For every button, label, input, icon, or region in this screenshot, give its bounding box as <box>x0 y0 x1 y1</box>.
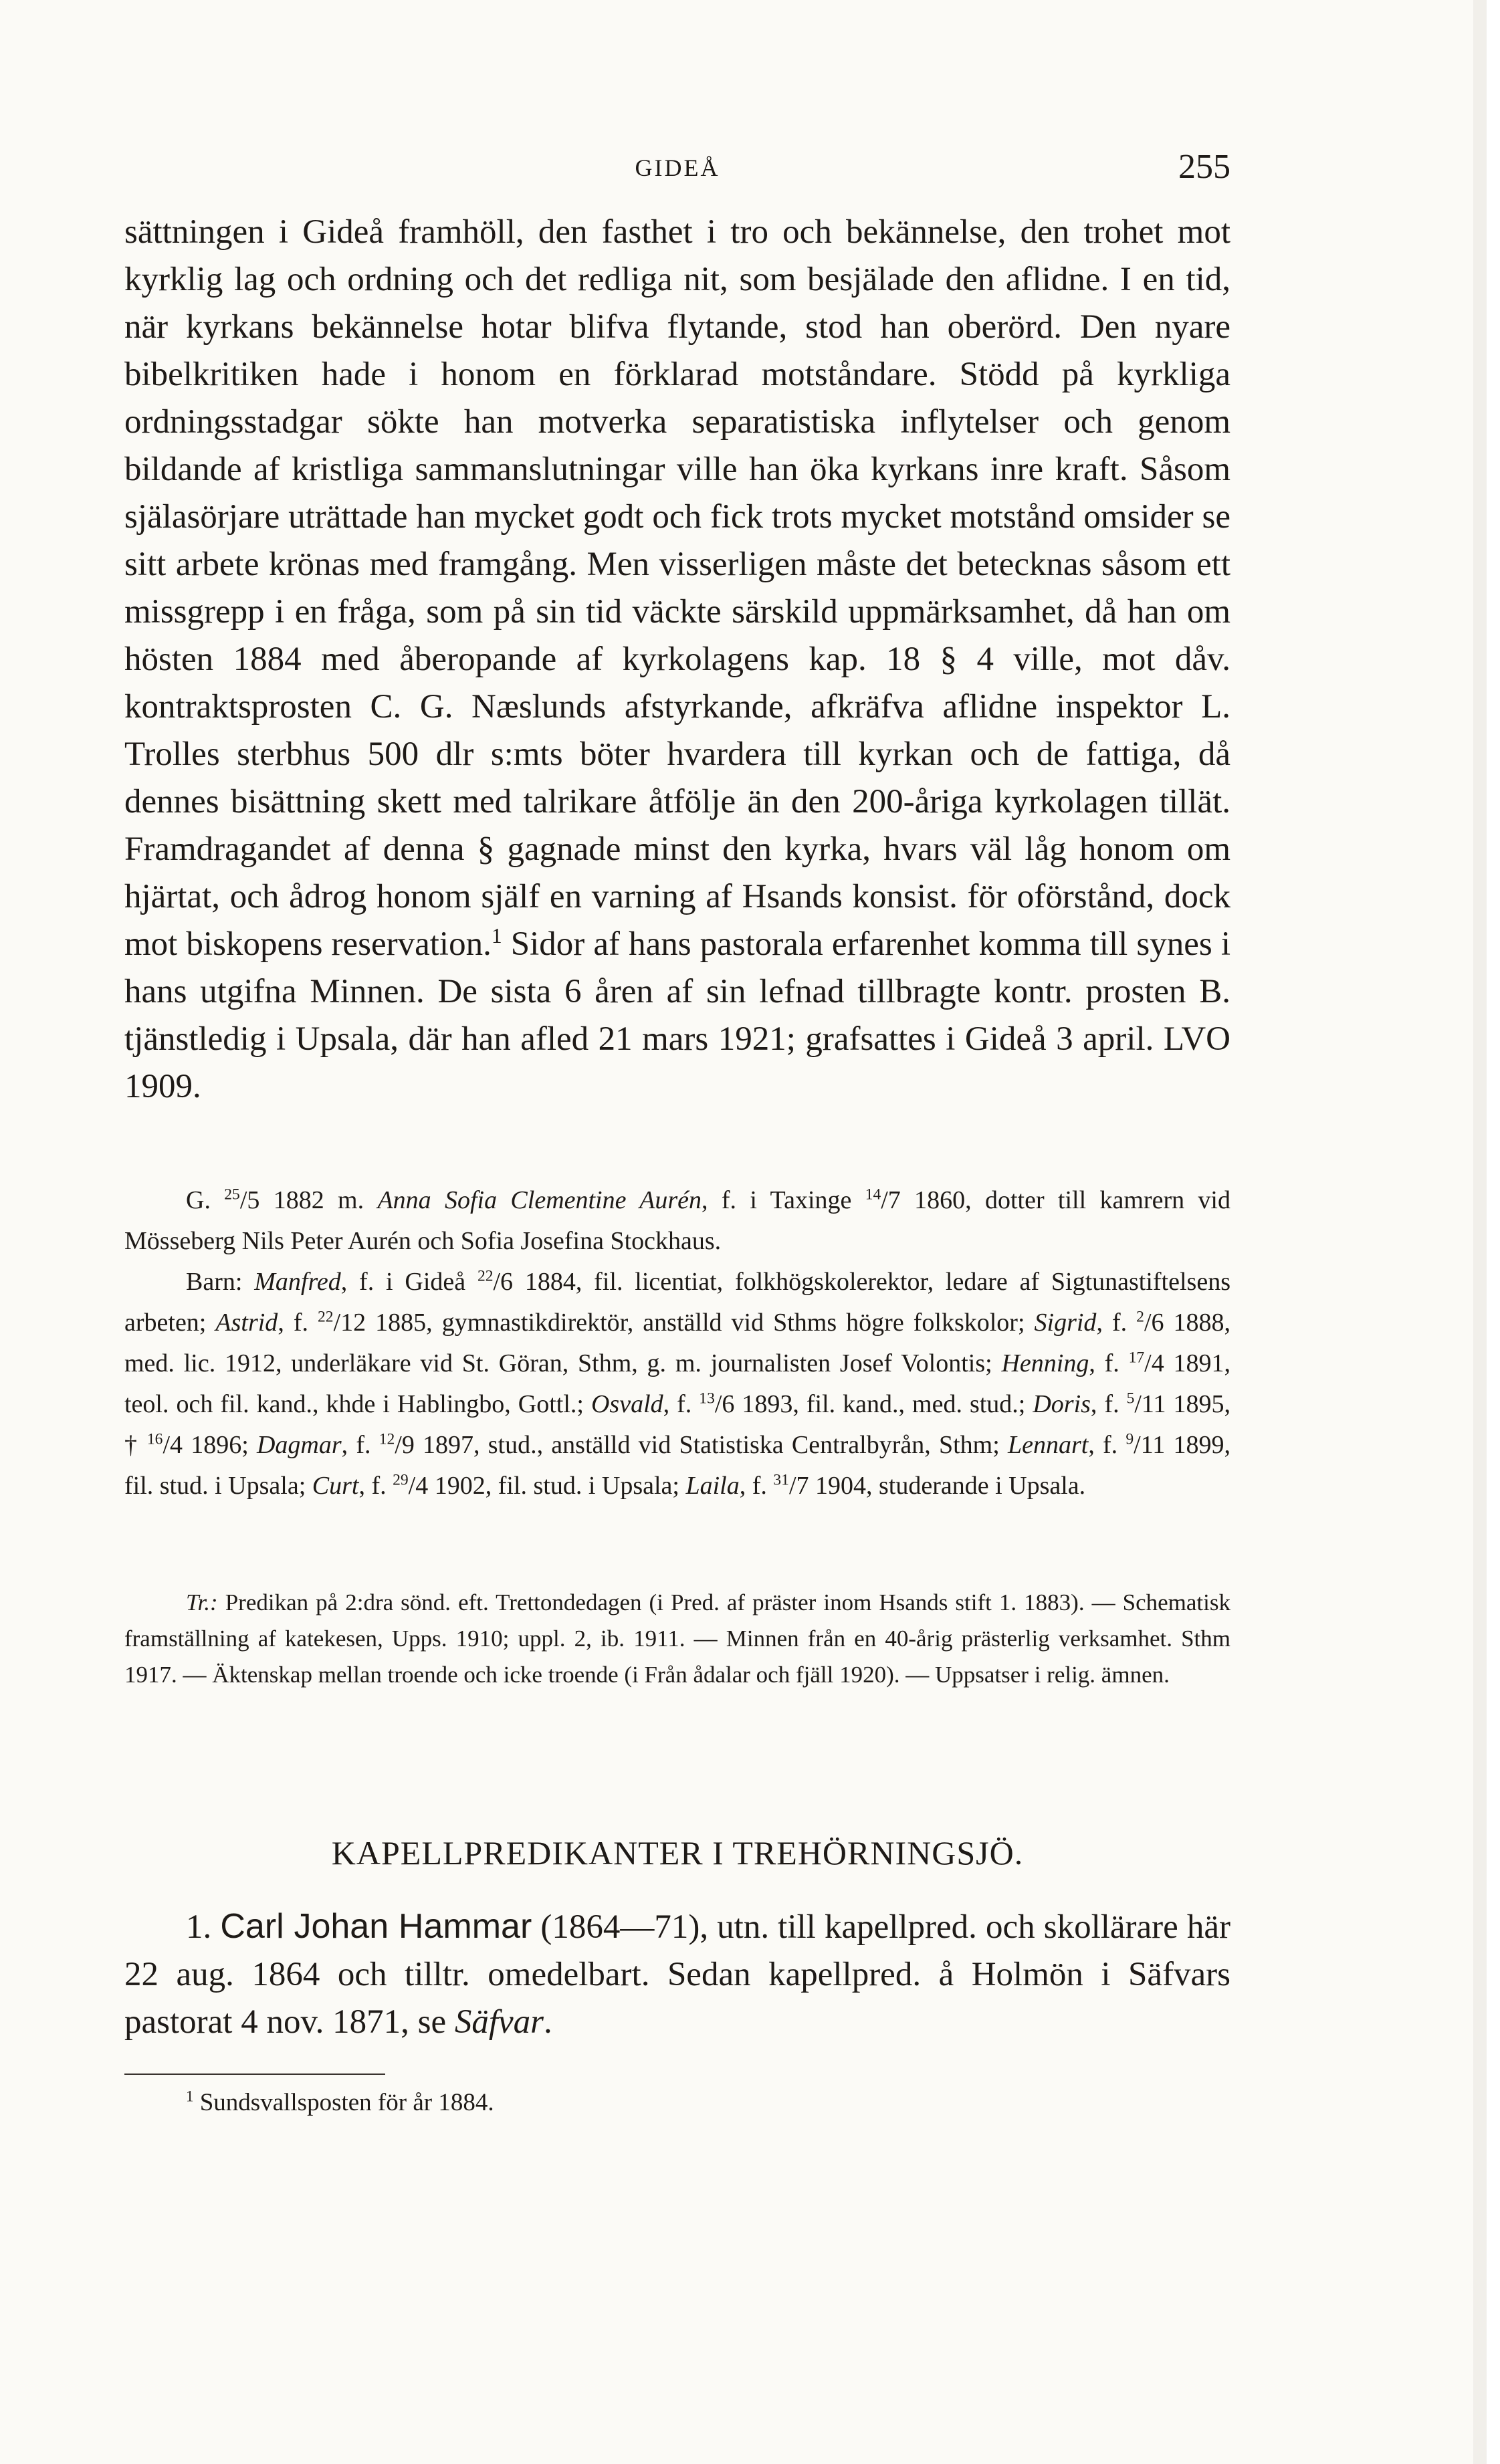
biography-paragraph: sättningen i Gideå framhöll, den fasthet i tro och bekännelse, den trohet mot kyrklig lag och ordning och det redliga nit, som besjälade den aflidne. I en tid, när kyrkans bekännelse hotar blifva flytande, stod han oberörd. Den nyare bibelkritiken hade i honom en förklarad motståndare. Stödd på kyrkliga ordningsstadgar sökte han motverka separatistiska inflytelser och genom bildande af kristliga sammanslutningar ville han öka kyrkans inre kraft. Såsom själasörjare uträttade han mycket godt och fick trots mycket motstånd omsider se sitt arbete krönas med framgång. Men visserligen måste det betecknas såsom ett missgrepp i en fråga, som på sin tid väckte särskild uppmärksamhet, då han om hösten 1884 med åberopande af kyrkolagens kap. 18 § 4 ville, mot dåv. kontraktsprosten C. G. Næslunds afstyrkande, afkräfva aflidne inspektor L. Trolles sterbhus 500 dlr s:mts böter hvardera till kyrkan och de fattiga, då dennes bisättning skett med talrikare åtfölje än den 200-åriga kyrkolagen tillät. Framdragandet af denna § gagnade minst den kyrka, hvars väl låg honom om hjärtat, och ådrog honom själf en varning af Hsands konsist. för oförstånd, dock mot biskopens reservation.$^1$ Sidor af hans pastorala erfarenhet komma till synes i hans utgifna Minnen. De sista 6 åren af sin lefnad tillbragte kontr. prosten B. tjänstledig i Upsala, där han afled 21 mars 1921; grafsattes i Gideå 3 april. LVO 1909. <box>124 213 1231 1105</box>
works-paragraph: Tr.: Predikan på 2:dra sönd. eft. Trettondedagen (i Pred. af präster inom Hsands stift 1. 1883). — Schematisk framställning af katekesen, Upps. 1910; uppl. 2, ib. 1911. — Minnen från en 40-årig prästerlig verksamhet. Sthm 1917. — Äktenskap mellan troende och icke troende (i Från ådalar och fjäll 1920). — Uppsatser i relig. ämnen. <box>124 1589 1230 1688</box>
wife-name: Anna Sofia Clementine Aurén <box>377 1186 702 1214</box>
entry-number: 1. <box>186 1908 221 1946</box>
children-paragraph: Barn: Manfred, f. i Gideå $^{22}$/6 1884, fil. licentiat, folkhögskolerektor, ledare af Sigtunastiftelsens arbeten; Astrid, f. $^{22}$/12 1885, gymnastikdirektör, anställd vid Sthms högre folkskolor; Sigrid, f. $^2$/6 1888, med. lic. 1912, underläkare vid St. Göran, Sthm, g. m. journalisten Josef Volontis; Henning, f. $^{17}$/4 1891, teol. och fil. kand., khde i Hablingbo, Gottl.; Osvald, f. $^{13}$/6 1893, fil. kand., med. stud.; Doris, f. $^5$/11 1895, † $^{16}$/4 1896; Dagmar, f. $^{12}$/9 1897, stud., anställd vid Statistiska Centralbyrån, Sthm; Lennart, f. $^9$/11 1899, fil. stud. i Upsala; Curt, f. $^{29}$/4 1902, fil. stud. i Upsala; Laila, f. $^{31}$/7 1904, studerande i Upsala. <box>124 1267 1231 1500</box>
child-name: Astrid <box>215 1309 278 1337</box>
cross-reference: Säfvar <box>454 2003 544 2041</box>
child-name: Curt <box>312 1472 359 1500</box>
footnote-marker: 1 <box>186 2088 194 2105</box>
footnote-reference: 1 <box>491 924 502 947</box>
child-name: Doris <box>1033 1390 1091 1418</box>
family-section <box>124 1180 1230 1506</box>
child-name: Laila <box>685 1472 740 1500</box>
entry-paragraph: 1. Carl Johan Hammar (1864—71), utn. till kapellpred. och skollärare här 22 aug. 1864 och tilltr. omedelbart. Sedan kapellpred. å Holmön i Säfvars pastorat 4 nov. 1871, se Säfvar. <box>124 1907 1230 2041</box>
works-label: Tr.: <box>186 1589 218 1615</box>
entry-name: Carl Johan Hammar <box>220 1907 532 1946</box>
running-title: GIDEÅ <box>635 154 720 181</box>
page-header <box>124 142 1230 189</box>
biography-text <box>124 209 1230 1111</box>
chaplain-entry <box>124 1903 1230 2046</box>
footnote-text: $^1$ Sundsvallsposten för år 1884. <box>186 2088 494 2116</box>
child-name: Lennart <box>1007 1431 1089 1459</box>
footnote-divider <box>124 2074 385 2075</box>
child-name: Sigrid <box>1034 1309 1097 1337</box>
marriage-paragraph: G. $^{25}$/5 1882 m. Anna Sofia Clementine Aurén, f. i Taxinge $^{14}$/7 1860, dotter till kamrern vid Mösseberg Nils Peter Aurén och Sofia Josefina Stockhaus. <box>124 1186 1230 1255</box>
page-edge <box>1473 0 1487 2464</box>
child-name: Osvald <box>591 1390 663 1418</box>
works-section <box>124 1585 1230 1693</box>
section-heading: KAPELLPREDIKANTER I TREHÖRNINGSJÖ. <box>331 1834 1024 1872</box>
footnote <box>124 2086 1230 2120</box>
page-number: 255 <box>1178 148 1230 186</box>
child-name: Manfred <box>254 1268 341 1296</box>
child-name: Henning <box>1001 1349 1089 1377</box>
child-name: Dagmar <box>256 1431 342 1459</box>
